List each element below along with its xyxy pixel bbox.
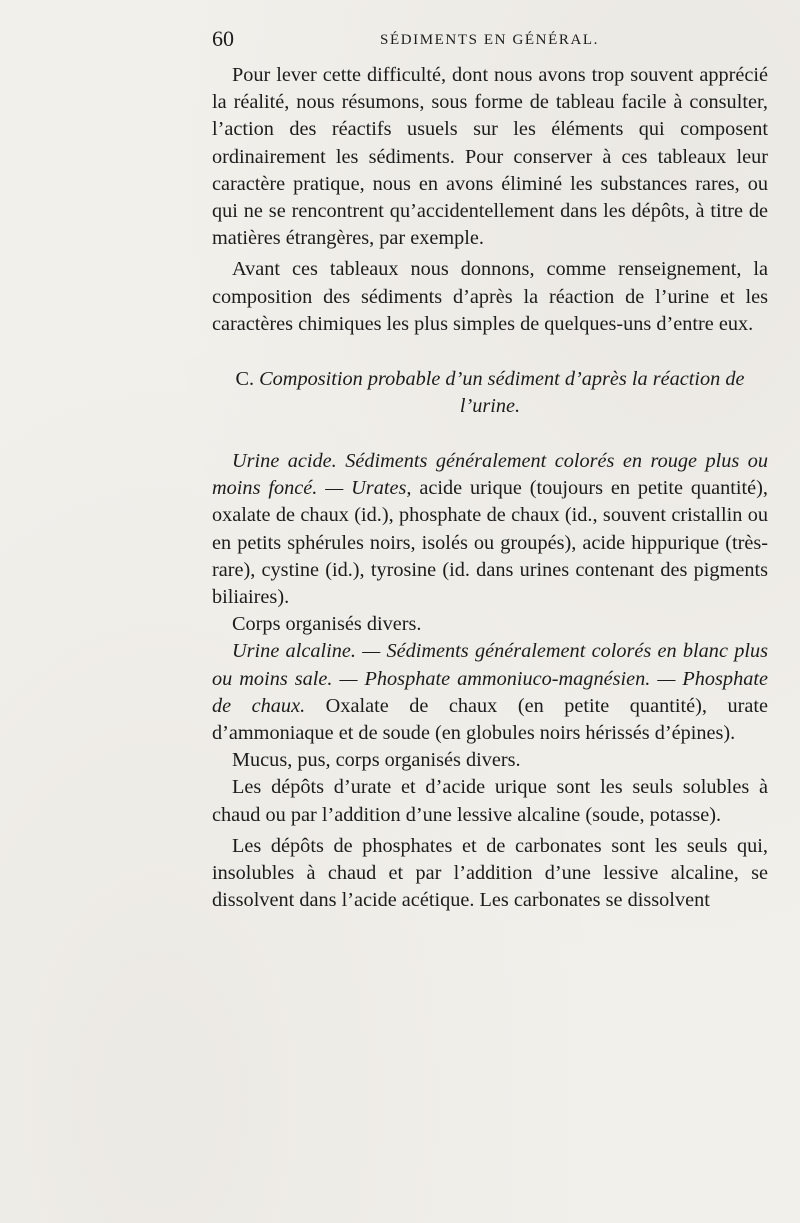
urine-alcaline-text: Oxalate de chaux (en petite quantité), urate d’ammoniaque et de soude (en globules noirs hérissés d’épines). [212,694,768,745]
paragraph-urine-acide [212,448,768,611]
running-title: SÉDIMENTS EN GÉNÉRAL. [380,32,600,48]
urine-acide-label: Urine acide. Sédiments généralement colorés en rouge plus ou moins foncé. — Urates, [212,450,768,500]
urine-alcaline-label: Urine alcaline. — Sédiments généralement colorés en blanc plus ou moins sale. — Phosphate ammoniuco-magnésien. — Phosphate de chaux. [212,640,768,717]
paragraph-intro: Pour lever cette difficulté, dont nous avons trop souvent apprécié la réalité, nous résumons, sous forme de tableau facile à consulter, l’action des réactifs usuels sur les éléments qui composent ordinairement les sédiments. Pour conserver à ces tableaux leur caractère pratique, nous en avons éliminé les substances rares, ou qui ne se rencontrent qu’accidentellement dans les dépôts, à titre de matières étrangères, par exemple. [212,64,768,250]
section-title: Composition probable d’un sédiment d’après la réaction de l’urine. [259,368,745,418]
paragraph-mucus: Mucus, pus, corps organisés divers. [232,749,521,772]
paragraph-urine-alcaline [212,638,768,747]
section-heading-c [212,366,768,420]
page-number: 60 [212,26,234,51]
paragraph-corps-organises: Corps organisés divers. [232,613,422,636]
page-body [212,62,768,914]
urine-acide-text: acide urique (toujours en petite quantité), oxalate de chaux (id.), phosphate de chaux (id., souvent cristallin ou en petits sphérules noirs, isolés ou groupés), acide hippurique (très-rare), cystine (id.), tyrosine (id. dans urines contenant des pigments biliaires). [212,477,769,609]
paragraph-composition-intro: Avant ces tableaux nous donnons, comme renseignement, la composition des sédiments d’après la réaction de l’urine et les caractères chimiques les plus simples de quelques-uns d’entre eux. [212,258,768,335]
section-label: C. [235,368,255,391]
paragraph-urates: Les dépôts d’urate et d’acide urique sont les seuls solubles à chaud ou par l’addition d’une lessive alcaline (soude, potasse). [212,776,768,826]
paragraph-phosphates: Les dépôts de phosphates et de carbonates sont les seuls qui, insolubles à chaud et par l’addition d’une lessive alcaline, se dissolvent dans l’acide acétique. Les carbonates se dissolvent [212,834,768,912]
page-header [212,26,768,56]
